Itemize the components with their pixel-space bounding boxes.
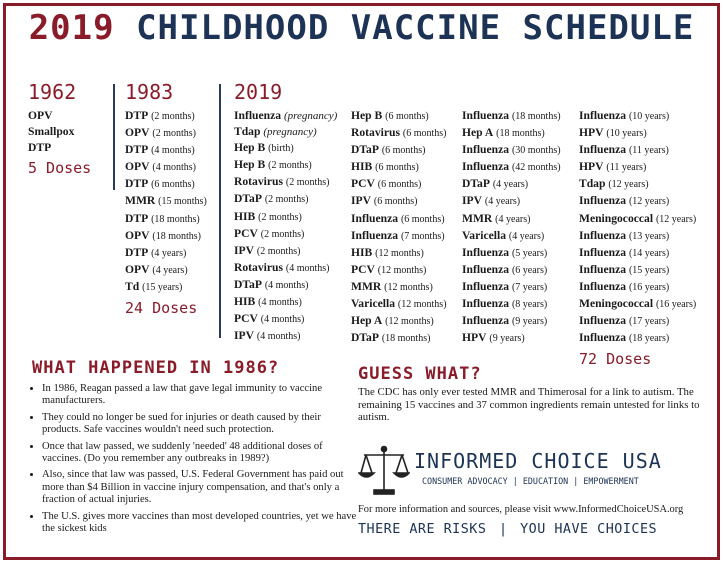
vaccine-name: Influenza [579, 194, 627, 208]
vaccine-entry [462, 245, 561, 262]
vaccine-name: Varicella [351, 297, 396, 311]
vaccine-name: PCV [234, 312, 258, 326]
vaccine-name: IPV [351, 194, 371, 208]
vaccine-timing: (11 years) [606, 162, 647, 174]
vaccine-name: Tdap [234, 125, 261, 139]
vaccine-entry [579, 296, 696, 313]
vaccine-timing: (15 months) [158, 196, 207, 208]
vaccine-entry [351, 245, 447, 262]
vaccine-entry [462, 228, 561, 245]
vaccine-entry [125, 176, 207, 193]
vaccine-entry [351, 159, 447, 176]
vaccine-timing: (2 months) [268, 160, 312, 172]
bullet-item: • In 1986, Reagan passed a law that gave legal immunity to vaccine manufacturers. [42, 383, 358, 408]
vaccine-timing: (16 years) [628, 281, 670, 293]
more-info-text: For more information and sources, please visit www.InformedChoiceUSA.org [358, 504, 684, 515]
vaccine-name: Influenza [462, 109, 510, 122]
vaccine-name: Meningococcal [579, 211, 654, 225]
vaccine-entry [579, 108, 696, 125]
vaccine-name: Tdap [579, 177, 606, 191]
vaccine-entry [234, 209, 337, 226]
vaccine-entry [462, 262, 561, 279]
vaccine-list-2019-b [351, 108, 447, 347]
vaccine-name: Influenza [462, 245, 510, 259]
vaccine-timing: (6 months) [402, 128, 447, 140]
vaccine-name: OPV [28, 109, 53, 122]
vaccine-timing: (14 years) [628, 247, 670, 259]
slogan-left: THERE ARE RISKS [358, 522, 487, 537]
vaccine-timing: (12 months) [397, 299, 447, 311]
vaccine-entry [234, 243, 337, 260]
vaccine-entry [234, 157, 337, 174]
vaccine-timing: (12 months) [375, 247, 424, 259]
poster-frame [3, 3, 720, 560]
vaccine-entry [351, 296, 447, 313]
vaccine-timing: (4 months) [152, 162, 196, 174]
vaccine-name: DTaP [351, 143, 379, 157]
vaccine-name: OPV [125, 262, 150, 276]
vaccine-timing: (18 months) [381, 333, 431, 345]
vaccine-timing: (15 years) [142, 281, 183, 293]
vaccine-name: HIB [351, 245, 373, 259]
guess-text: The CDC has only ever tested MMR and Thimerosal for a link to autism. The remaining 15 vaccines and 37 common ingredients remain untested for links to autism. [358, 386, 700, 424]
vaccine-name: Influenza [462, 160, 510, 174]
vaccine-timing: (pregnancy) [263, 126, 317, 139]
vaccine-entry [462, 211, 561, 228]
vaccine-entry [462, 330, 561, 347]
vaccine-entry [579, 176, 696, 193]
vaccine-timing: (6 months) [377, 179, 422, 191]
logo-name: INFORMED CHOICE USA [414, 449, 662, 473]
vaccine-name: Influenza [462, 314, 510, 328]
vaccine-timing: (17 years) [628, 316, 670, 328]
vaccine-name: Meningococcal [579, 297, 654, 311]
vaccine-entry [579, 142, 696, 159]
vaccine-timing: (6 months) [381, 145, 426, 157]
vaccine-timing: (18 years) [628, 333, 670, 345]
vaccine-entry [579, 313, 696, 330]
bullet-item: • The U.S. gives more vaccines than most developed countries, yet we have the sickest kids [42, 511, 358, 536]
vaccine-entry [351, 142, 447, 159]
dose-count-1962: 5 Doses [28, 159, 92, 178]
vaccine-name: HIB [234, 295, 256, 309]
vaccine-entry [125, 211, 207, 228]
vaccine-name: DTP [125, 177, 149, 191]
column-divider [113, 84, 115, 190]
vaccine-name: DTaP [351, 331, 379, 345]
vaccine-timing: (5 years) [511, 247, 548, 259]
vaccine-name: Hep A [462, 126, 494, 140]
vaccine-timing: (6 years) [511, 264, 548, 276]
footer-slogan [358, 522, 657, 537]
vaccine-timing: (10 years) [606, 128, 647, 140]
guess-heading: GUESS WHAT? [358, 364, 482, 384]
vaccine-name: Rotavirus [234, 260, 283, 274]
vaccine-name: HPV [462, 331, 487, 345]
vaccine-entry [234, 108, 337, 124]
slogan-divider: | [499, 522, 508, 537]
vaccine-entry [351, 330, 447, 347]
vaccine-list-2019-c [462, 108, 561, 347]
vaccine-name: Hep A [351, 314, 383, 328]
vaccine-list-2019-d [579, 108, 696, 347]
vaccine-name: HPV [579, 160, 604, 174]
vaccine-timing: (6 months) [373, 196, 418, 208]
vaccine-timing: (4 months) [285, 262, 330, 274]
vaccine-timing: (6 months) [400, 213, 445, 225]
vaccine-timing: (4 months) [264, 279, 309, 291]
vaccine-timing: (12 years) [655, 213, 697, 225]
vaccine-entry [125, 245, 207, 262]
vaccine-entry [579, 125, 696, 142]
vaccine-timing: (4 months) [258, 297, 302, 309]
vaccine-name: Rotavirus [234, 175, 283, 189]
vaccine-name: PCV [351, 177, 375, 191]
vaccine-name: Td [125, 279, 140, 293]
vaccine-entry [234, 226, 337, 243]
title-year: 2019 [28, 8, 115, 48]
vaccine-entry [462, 193, 561, 210]
vaccine-entry [462, 176, 561, 193]
vaccine-timing: (2 months) [151, 111, 195, 122]
vaccine-timing: (4 months) [151, 145, 195, 157]
vaccine-entry [351, 262, 447, 279]
column-1962 [28, 80, 91, 177]
vaccine-name: HPV [579, 126, 604, 140]
vaccine-entry [234, 124, 337, 140]
vaccine-timing: (4 months) [260, 314, 305, 326]
vaccine-name: DTP [125, 211, 149, 225]
vaccine-timing: (2 months) [258, 211, 302, 223]
column-2019-b [351, 108, 447, 347]
vaccine-timing: (12 years) [628, 196, 670, 208]
vaccine-entry [125, 142, 207, 159]
column-2019-d [579, 108, 696, 368]
vaccine-name: Varicella [462, 228, 507, 242]
vaccine-entry [462, 108, 561, 125]
vaccine-timing: (6 months) [385, 111, 429, 122]
vaccine-entry [351, 279, 447, 296]
bullet-item: • Once that law passed, we suddenly 'needed' 48 additional doses of vaccines. (Do you remember any outbreaks in 1989?) [42, 441, 358, 466]
vaccine-entry [234, 140, 337, 157]
vaccine-list-2019-a [234, 108, 337, 345]
vaccine-timing: (9 years) [511, 316, 548, 328]
vaccine-timing: (4 years) [492, 179, 529, 191]
vaccine-name: DTP [125, 143, 149, 157]
title-text: CHILDHOOD VACCINE SCHEDULE [136, 8, 695, 48]
vaccine-entry [579, 330, 696, 347]
vaccine-name: Influenza [351, 211, 399, 225]
vaccine-name: Influenza [579, 109, 627, 122]
vaccine-timing: (12 months) [377, 264, 427, 276]
page-title [6, 8, 717, 48]
vaccine-timing: (2 months) [152, 128, 196, 140]
vaccine-name: HIB [234, 209, 256, 223]
vaccine-name: DTaP [462, 177, 490, 191]
slogan-right: YOU HAVE CHOICES [520, 522, 658, 537]
vaccine-entry [234, 277, 337, 294]
vaccine-entry [28, 140, 91, 156]
vaccine-name: Influenza [579, 262, 627, 276]
vaccine-entry [579, 245, 696, 262]
vaccine-timing: (2 months) [260, 228, 305, 240]
vaccine-entry [579, 193, 696, 210]
vaccine-entry [234, 294, 337, 311]
vaccine-name: Influenza [462, 297, 510, 311]
vaccine-timing: (4 years) [484, 196, 521, 208]
vaccine-entry [234, 311, 337, 328]
vaccine-name: Influenza [579, 331, 627, 345]
vaccine-timing: (8 years) [511, 299, 548, 311]
bullet-item: • Also, since that law was passed, U.S. Federal Government has paid out more than $4 Billion in vaccine injury compensation, and that's only a fraction of actual injuries. [42, 469, 358, 506]
vaccine-timing: (7 years) [511, 281, 548, 293]
vaccine-timing: (10 years) [628, 111, 670, 122]
vaccine-name: MMR [351, 279, 382, 293]
vaccine-name: Influenza [351, 228, 399, 242]
vaccine-entry [462, 313, 561, 330]
vaccine-name: IPV [234, 329, 254, 343]
vaccine-timing: (pregnancy) [283, 110, 338, 122]
vaccine-entry [351, 176, 447, 193]
vaccine-entry [579, 228, 696, 245]
vaccine-entry [579, 262, 696, 279]
vaccine-entry [462, 159, 561, 176]
vaccine-entry [351, 228, 447, 245]
vaccine-name: Influenza [579, 314, 627, 328]
vaccine-entry [125, 159, 207, 176]
vaccine-timing: (7 months) [400, 230, 445, 242]
vaccine-entry [462, 142, 561, 159]
vaccine-entry [351, 211, 447, 228]
informed-choice-logo [358, 443, 703, 499]
vaccine-name: Influenza [579, 228, 627, 242]
vaccine-name: Influenza [462, 279, 510, 293]
vaccine-timing: (16 years) [655, 299, 697, 311]
vaccine-name: IPV [234, 243, 254, 257]
vaccine-timing: (11 years) [628, 145, 669, 157]
year-heading-1962: 1962 [28, 80, 77, 104]
vaccine-name: Hep B [351, 109, 383, 122]
vaccine-entry [125, 193, 207, 210]
vaccine-timing: (18 months) [151, 213, 200, 225]
vaccine-name: MMR [462, 211, 493, 225]
vaccine-entry [351, 193, 447, 210]
vaccine-name: Influenza [462, 262, 510, 276]
vaccine-entry [125, 125, 207, 142]
dose-count-2019: 72 Doses [579, 350, 652, 369]
vaccine-name: PCV [234, 226, 258, 240]
vaccine-name: Influenza [579, 245, 627, 259]
vaccine-timing: (2 months) [285, 177, 330, 189]
vaccine-timing: (15 years) [628, 264, 670, 276]
vaccine-entry [125, 228, 207, 245]
dose-count-1983: 24 Doses [125, 299, 198, 318]
vaccine-name: Influenza [579, 279, 627, 293]
vaccine-name: PCV [351, 262, 375, 276]
vaccine-entry [234, 191, 337, 208]
column-2019 [234, 80, 337, 345]
vaccine-timing: (13 years) [628, 230, 670, 242]
happened-bullet-list [32, 383, 358, 539]
vaccine-timing: (30 months) [511, 145, 561, 157]
vaccine-name: IPV [462, 194, 482, 208]
vaccine-name: Influenza [462, 143, 510, 157]
vaccine-name: Hep B [234, 158, 266, 172]
vaccine-name: MMR [125, 194, 156, 208]
vaccine-name: DTP [28, 141, 52, 155]
vaccine-name: OPV [125, 228, 150, 242]
vaccine-name: Hep B [234, 141, 266, 155]
vaccine-timing: (9 years) [489, 333, 525, 345]
vaccine-list-1983 [125, 108, 207, 296]
vaccine-name: Influenza [579, 143, 627, 157]
vaccine-timing: (2 months) [256, 245, 301, 257]
vaccine-name: HIB [351, 160, 373, 174]
vaccine-entry [462, 279, 561, 296]
happened-heading: WHAT HAPPENED IN 1986? [32, 358, 280, 378]
vaccine-entry [462, 296, 561, 313]
scales-of-justice-icon [358, 443, 410, 497]
vaccine-entry [234, 328, 337, 345]
vaccine-name: OPV [125, 160, 150, 174]
vaccine-timing: (12 months) [385, 316, 434, 328]
vaccine-timing: (42 months) [511, 162, 561, 174]
year-heading-1983: 1983 [125, 80, 174, 104]
vaccine-timing: (12 months) [384, 281, 433, 293]
vaccine-name: Smallpox [28, 125, 75, 139]
vaccine-timing: (6 months) [151, 179, 195, 191]
vaccine-entry [351, 125, 447, 142]
vaccine-entry [125, 262, 207, 279]
vaccine-entry [28, 124, 91, 140]
year-heading-2019: 2019 [234, 80, 283, 104]
bullet-item: • They could no longer be sued for injuries or death caused by their products. Safe vaccines wouldn't need such protection. [42, 412, 358, 437]
vaccine-timing: (6 months) [375, 162, 419, 174]
vaccine-entry [125, 279, 207, 296]
vaccine-entry [234, 174, 337, 191]
vaccine-timing: (18 months) [496, 128, 545, 140]
vaccine-name: OPV [125, 126, 150, 140]
vaccine-timing: (birth) [268, 143, 294, 155]
vaccine-name: DTP [125, 245, 149, 259]
vaccine-entry [351, 313, 447, 330]
logo-tagline: CONSUMER ADVOCACY | EDUCATION | EMPOWERMENT [422, 476, 639, 486]
vaccine-timing: (4 months) [256, 331, 301, 343]
vaccine-name: DTaP [234, 277, 262, 291]
vaccine-timing: (4 years) [152, 264, 188, 276]
vaccine-entry [462, 125, 561, 142]
vaccine-entry [579, 159, 696, 176]
vaccine-timing: (4 years) [151, 247, 187, 259]
vaccine-timing: (18 months) [152, 230, 201, 242]
vaccine-entry [234, 260, 337, 277]
vaccine-timing: (2 months) [264, 194, 309, 206]
vaccine-timing: (4 years) [508, 230, 545, 242]
column-2019-c [462, 108, 561, 347]
vaccine-list-1962 [28, 108, 91, 156]
column-1983 [125, 80, 207, 317]
vaccine-entry [579, 279, 696, 296]
vaccine-entry [28, 108, 91, 124]
vaccine-entry [579, 211, 696, 228]
vaccine-name: Influenza [234, 109, 282, 122]
vaccine-entry [351, 108, 447, 125]
vaccine-name: Rotavirus [351, 126, 400, 140]
vaccine-name: DTaP [234, 192, 262, 206]
vaccine-name: DTP [125, 109, 149, 122]
vaccine-timing: (12 years) [608, 179, 649, 191]
vaccine-timing: (4 years) [495, 213, 531, 225]
vaccine-entry [125, 108, 207, 125]
column-divider [219, 84, 221, 338]
vaccine-timing: (18 months) [511, 111, 561, 122]
